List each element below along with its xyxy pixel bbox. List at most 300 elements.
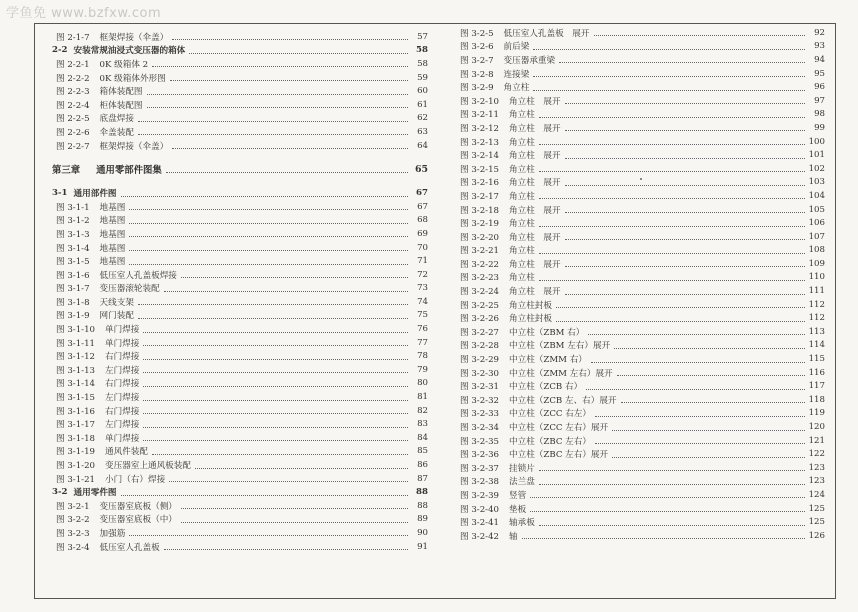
page-number: 58 <box>416 45 428 56</box>
toc-entry <box>456 366 825 380</box>
figure-number: 图 3-2-24 <box>460 287 500 298</box>
dot-leader <box>181 277 408 278</box>
figure-number: 图 3-1-11 <box>56 338 96 349</box>
figure-number: 图 3-1-10 <box>56 325 96 336</box>
entry-title: 网门装配 <box>99 311 134 322</box>
entry-title: 地基图 <box>99 243 126 254</box>
toc-entry <box>52 57 428 71</box>
figure-number: 图 3-1-12 <box>56 352 96 363</box>
entry-title: 角立柱 <box>509 191 535 202</box>
section-title: 通用零件图 <box>73 488 117 499</box>
dot-leader <box>143 427 408 428</box>
page-number: 106 <box>808 218 825 229</box>
toc-entry <box>52 268 428 282</box>
figure-number: 图 3-1-1 <box>56 202 90 213</box>
entry-title: 左门焊接 <box>105 393 140 404</box>
figure-number: 图 3-2-1 <box>56 501 90 512</box>
entry-title: 角立柱 展开 <box>509 123 561 134</box>
page-number: 60 <box>417 86 428 97</box>
figure-number: 图 3-1-3 <box>56 229 90 240</box>
page-number: 77 <box>417 337 428 348</box>
dot-leader <box>152 454 408 455</box>
dot-leader <box>530 497 804 498</box>
page-number: 87 <box>417 473 428 484</box>
dot-leader <box>143 413 408 414</box>
dot-leader <box>539 470 805 471</box>
page-number: 72 <box>417 269 428 280</box>
dot-leader <box>533 90 805 91</box>
entry-title: 低压室人孔盖板 展开 <box>503 28 590 39</box>
dot-leader <box>522 538 805 539</box>
page-number: 109 <box>808 258 825 269</box>
toc-entry <box>456 135 825 149</box>
dot-leader <box>556 321 805 322</box>
toc-entry <box>456 311 825 325</box>
figure-number: 图 3-1-14 <box>56 379 96 390</box>
dot-leader <box>612 457 804 458</box>
page-number: 91 <box>417 541 428 552</box>
page-number: 71 <box>417 256 428 267</box>
figure-number: 图 3-2-42 <box>460 531 500 542</box>
toc-entry <box>52 71 428 85</box>
figure-number: 图 3-1-21 <box>56 474 96 485</box>
page-number: 125 <box>808 503 825 514</box>
page-number: 97 <box>814 95 825 106</box>
dot-leader <box>181 508 408 509</box>
figure-number: 图 3-1-9 <box>56 311 90 322</box>
figure-number: 图 3-2-36 <box>460 450 500 461</box>
page-number: 65 <box>414 163 428 175</box>
entry-title: 地基图 <box>99 216 126 227</box>
toc-entry <box>456 407 825 421</box>
dot-leader <box>138 134 408 135</box>
toc-entry <box>52 336 428 350</box>
page-number: 104 <box>808 190 825 201</box>
toc-entry <box>52 98 428 112</box>
entry-title: 柜体装配图 <box>99 100 143 111</box>
dot-leader <box>539 525 805 526</box>
page-number: 75 <box>417 310 428 321</box>
dot-leader <box>147 107 408 108</box>
page-number: 61 <box>417 99 428 110</box>
page-number: 116 <box>808 367 825 378</box>
page-number: 70 <box>417 242 428 253</box>
toc-entry <box>52 540 428 554</box>
entry-title: 轴承板 <box>509 518 535 529</box>
toc-entry <box>52 254 428 268</box>
dot-leader <box>539 226 805 227</box>
figure-number: 图 3-2-22 <box>460 259 500 270</box>
dot-leader <box>195 468 408 469</box>
toc-entry <box>456 502 825 516</box>
entry-title: 0K 级箱体外形图 <box>99 73 166 84</box>
page-number: 88 <box>417 500 428 511</box>
figure-number: 图 3-1-6 <box>56 270 90 281</box>
dot-leader <box>617 375 805 376</box>
figure-number: 图 2-2-7 <box>56 141 90 152</box>
figure-number: 图 3-2-14 <box>460 151 500 162</box>
dot-leader <box>533 76 805 77</box>
figure-number: 图 3-2-30 <box>460 368 500 379</box>
figure-number: 图 3-2-34 <box>460 423 500 434</box>
entry-title: 底盘焊接 <box>99 114 134 125</box>
figure-number: 图 2-2-1 <box>56 59 90 70</box>
dot-leader <box>588 334 804 335</box>
entry-title: 变压器室底板（侧） <box>99 501 177 512</box>
page-number: 119 <box>808 408 825 419</box>
page-number: 122 <box>808 449 825 460</box>
figure-number: 图 3-1-7 <box>56 284 90 295</box>
toc-entry <box>52 295 428 309</box>
entry-title: 角立柱封板 <box>509 314 552 325</box>
page-number: 69 <box>417 228 428 239</box>
page-number: 78 <box>417 351 428 362</box>
toc-entry <box>456 148 825 162</box>
entry-title: 地基图 <box>99 202 126 213</box>
page-number: 112 <box>808 313 825 324</box>
entry-title: 连接梁 <box>503 69 530 80</box>
toc-entry <box>456 80 825 94</box>
toc-entry <box>456 271 825 285</box>
dot-leader <box>129 223 408 224</box>
figure-number: 图 3-2-25 <box>460 300 500 311</box>
page-number: 102 <box>808 163 825 174</box>
toc-entry <box>456 488 825 502</box>
dot-leader <box>129 209 408 210</box>
chapter-heading <box>52 161 428 177</box>
figure-number: 图 3-2-28 <box>460 341 500 352</box>
page-number: 67 <box>417 201 428 212</box>
entry-title: 右门焊接 <box>105 379 140 390</box>
toc-entry <box>52 241 428 255</box>
figure-number: 图 3-2-19 <box>460 219 500 230</box>
figure-number: 图 3-2-6 <box>460 42 494 53</box>
figure-number: 图 3-2-3 <box>56 528 90 539</box>
figure-number: 图 3-2-11 <box>460 110 500 121</box>
list-3-1 <box>52 200 428 485</box>
figure-number: 图 3-2-29 <box>460 355 500 366</box>
dot-leader <box>172 39 408 40</box>
entry-title: 角立柱 展开 <box>509 96 561 107</box>
toc-entry <box>52 349 428 363</box>
toc-entry <box>52 404 428 418</box>
page-number: 98 <box>814 109 825 120</box>
scan-speck <box>640 178 642 180</box>
dot-leader <box>539 171 805 172</box>
figure-number: 图 3-1-2 <box>56 216 90 227</box>
entry-title: 右门焊接 <box>105 406 140 417</box>
entry-title: 通风件装配 <box>105 447 148 458</box>
page-number: 92 <box>814 27 825 38</box>
dot-leader <box>121 495 408 496</box>
page-number: 73 <box>417 283 428 294</box>
figure-number: 图 3-2-23 <box>460 273 500 284</box>
page-number: 111 <box>808 286 825 297</box>
entry-title: 低压室人孔盖板 <box>99 542 160 553</box>
entry-title: 角立柱 展开 <box>509 287 561 298</box>
toc-entry <box>456 189 825 203</box>
page-number: 79 <box>417 364 428 375</box>
figure-number: 图 3-2-40 <box>460 504 500 515</box>
figure-number: 图 2-1-7 <box>56 32 90 43</box>
entry-title: 角立柱 <box>503 83 530 94</box>
page-number: 93 <box>814 41 825 52</box>
entry-title: 中立柱（ZCC 右左） <box>509 409 592 420</box>
page-number: 94 <box>814 54 825 65</box>
entry-title: 角立柱 展开 <box>509 178 561 189</box>
section-title: 安装常规油浸式变压器的箱体 <box>73 46 186 57</box>
entry-title: 变压器承重梁 <box>503 55 556 66</box>
entry-title: 加强筋 <box>99 528 126 539</box>
entry-title: 前后梁 <box>503 42 530 53</box>
entry-title: 变压器室底板（中） <box>99 515 177 526</box>
page-number: 86 <box>417 460 428 471</box>
page-number: 117 <box>808 381 825 392</box>
toc-entry <box>52 513 428 527</box>
page-number: 121 <box>808 435 825 446</box>
figure-number: 图 3-1-16 <box>56 406 96 417</box>
page-number: 124 <box>808 489 825 500</box>
dot-leader <box>539 117 805 118</box>
toc-entry <box>52 282 428 296</box>
toc-entry <box>52 112 428 126</box>
figure-number: 图 2-2-5 <box>56 114 90 125</box>
figure-number: 图 3-2-16 <box>460 178 500 189</box>
dot-leader <box>129 236 408 237</box>
figure-number: 图 3-2-18 <box>460 205 500 216</box>
page-number: 57 <box>417 31 428 42</box>
dot-leader <box>595 416 805 417</box>
dot-leader <box>614 348 804 349</box>
toc-entry <box>456 379 825 393</box>
dot-leader <box>539 253 805 254</box>
figure-number: 图 3-1-18 <box>56 433 96 444</box>
dot-leader <box>565 130 805 131</box>
figure-number: 图 2-2-3 <box>56 87 90 98</box>
dot-leader <box>164 549 408 550</box>
dot-leader <box>586 389 804 390</box>
dot-leader <box>147 94 408 95</box>
figure-number: 图 3-2-8 <box>460 69 494 80</box>
toc-entry <box>456 447 825 461</box>
toc-entry <box>52 417 428 431</box>
entry-title: 角立柱 展开 <box>509 205 561 216</box>
toc-entry <box>456 475 825 489</box>
entry-title: 角立柱 <box>509 246 535 257</box>
dot-leader <box>143 359 408 360</box>
toc-entry <box>456 434 825 448</box>
toc-entry <box>456 325 825 339</box>
entry-title: 单门焊接 <box>105 325 140 336</box>
dot-leader <box>166 172 408 173</box>
page-number: 126 <box>808 530 825 541</box>
entry-title: 天线支架 <box>99 297 134 308</box>
figure-number: 图 3-2-21 <box>460 246 500 257</box>
page-number: 107 <box>808 231 825 242</box>
figure-number: 图 3-1-15 <box>56 393 96 404</box>
entry-title: 中立柱（ZCC 左右）展开 <box>509 423 609 434</box>
toc-entry <box>52 390 428 404</box>
page-number: 103 <box>808 177 825 188</box>
dot-leader <box>129 250 408 251</box>
entry-title: 角立柱 展开 <box>509 232 561 243</box>
figure-number: 图 3-2-4 <box>56 542 90 553</box>
page-number: 81 <box>417 392 428 403</box>
entry-title: 伞盖装配 <box>99 127 134 138</box>
toc-entry <box>456 216 825 230</box>
page-number: 118 <box>808 394 825 405</box>
dot-leader <box>164 291 408 292</box>
page-number: 112 <box>808 299 825 310</box>
figure-number: 图 3-1-20 <box>56 461 96 472</box>
page-number: 110 <box>808 272 825 283</box>
dot-leader <box>565 185 805 186</box>
entry-title: 箱体装配图 <box>99 87 143 98</box>
entry-title: 角立柱 <box>509 137 535 148</box>
page-number: 83 <box>417 419 428 430</box>
toc-entry <box>52 458 428 472</box>
toc-entry <box>52 227 428 241</box>
toc-entry <box>456 53 825 67</box>
dot-leader <box>129 264 408 265</box>
toc-entry <box>456 298 825 312</box>
dot-leader <box>565 212 805 213</box>
dot-leader <box>530 511 804 512</box>
toc-entry <box>456 203 825 217</box>
toc-entry <box>456 26 825 40</box>
figure-number: 图 2-2-4 <box>56 100 90 111</box>
toc-entry <box>456 121 825 135</box>
entry-title: 右门焊接 <box>105 352 140 363</box>
section-heading-3-2 <box>52 485 428 499</box>
dot-leader <box>138 318 408 319</box>
entry-title: 变压器滚轮装配 <box>99 284 160 295</box>
toc-entry <box>456 230 825 244</box>
page-number: 80 <box>417 378 428 389</box>
dot-leader <box>181 522 408 523</box>
figure-number: 图 3-2-20 <box>460 232 500 243</box>
figure-number: 图 3-2-37 <box>460 463 500 474</box>
dot-leader <box>591 362 805 363</box>
section-number: 3-1 <box>52 188 68 199</box>
figure-number: 图 3-2-17 <box>460 191 500 202</box>
page-number: 115 <box>808 354 825 365</box>
page-number: 90 <box>417 527 428 538</box>
toc-entry <box>52 125 428 139</box>
figure-number: 图 3-1-13 <box>56 365 96 376</box>
dot-leader <box>539 484 805 485</box>
toc-entry <box>456 162 825 176</box>
toc-entry <box>456 339 825 353</box>
entry-title: 变压器室上通风板装配 <box>105 461 191 472</box>
page-number: 113 <box>808 326 825 337</box>
entry-title: 挂锁片 <box>509 463 535 474</box>
page-number: 59 <box>417 72 428 83</box>
entry-title: 中立柱（ZBC 左右）展开 <box>509 450 609 461</box>
figure-number: 图 3-2-38 <box>460 477 500 488</box>
toc-entry <box>456 257 825 271</box>
page-number: 82 <box>417 405 428 416</box>
dot-leader <box>138 304 408 305</box>
toc-entry <box>456 94 825 108</box>
page-number: 108 <box>808 245 825 256</box>
entry-title: 中立柱（ZMM 右） <box>509 355 587 366</box>
entry-title: 中立柱（ZMM 左右）展开 <box>509 368 613 379</box>
entry-title: 中立柱（ZBM 左右）展开 <box>509 341 611 352</box>
dot-leader <box>594 35 806 36</box>
page-number: 105 <box>808 204 825 215</box>
entry-title: 左门焊接 <box>105 365 140 376</box>
toc-entry <box>52 526 428 540</box>
entry-title: 中立柱（ZBM 右） <box>509 327 585 338</box>
section-number: 3-2 <box>52 487 68 498</box>
figure-number: 图 3-1-4 <box>56 243 90 254</box>
entry-title: 框架焊接（伞盖） <box>99 141 169 152</box>
dot-leader <box>189 53 408 54</box>
page-number: 67 <box>416 188 428 199</box>
page-number: 96 <box>814 82 825 93</box>
figure-number: 图 3-1-19 <box>56 447 96 458</box>
dot-leader <box>539 144 805 145</box>
list-2-2 <box>52 57 428 152</box>
toc-entry <box>52 431 428 445</box>
toc-entry <box>52 139 428 153</box>
page-number: 114 <box>808 340 825 351</box>
page-number: 123 <box>808 462 825 473</box>
figure-number: 图 3-2-7 <box>460 55 494 66</box>
figure-number: 图 3-2-27 <box>460 327 500 338</box>
dot-leader <box>143 345 408 346</box>
page-number: 58 <box>417 58 428 69</box>
toc-entry <box>52 363 428 377</box>
entry-title: 角立柱 展开 <box>509 259 561 270</box>
list-3-2-continued <box>456 26 825 543</box>
page-number: 99 <box>814 122 825 133</box>
entry-title: 小门（右）焊接 <box>105 474 166 485</box>
dot-leader <box>612 430 804 431</box>
dot-leader <box>169 481 408 482</box>
page-number: 85 <box>417 446 428 457</box>
figure-number: 图 3-2-39 <box>460 490 500 501</box>
entry-title: 地基图 <box>99 257 126 268</box>
entry-title: 中立柱（ZCB 左、右）展开 <box>509 395 617 406</box>
section-heading-2-2 <box>52 44 428 58</box>
figure-number: 图 3-2-32 <box>460 395 500 406</box>
figure-number: 图 3-1-5 <box>56 257 90 268</box>
dot-leader <box>539 280 805 281</box>
page-number: 88 <box>416 487 428 498</box>
chapter-number: 第三章 <box>52 165 81 177</box>
entry-title: 竖管 <box>509 490 527 501</box>
toc-entry <box>52 322 428 336</box>
dot-leader <box>143 400 408 401</box>
toc-entry <box>52 84 428 98</box>
dot-leader <box>170 80 408 81</box>
dot-leader <box>172 148 408 149</box>
figure-number: 图 3-2-33 <box>460 409 500 420</box>
toc-entry <box>456 420 825 434</box>
page-number: 62 <box>417 113 428 124</box>
page-number: 95 <box>814 68 825 79</box>
dot-leader <box>565 103 805 104</box>
entry-title: 垫板 <box>509 504 527 515</box>
page-number: 63 <box>417 126 428 137</box>
dot-leader <box>143 332 408 333</box>
toc-entry <box>52 200 428 214</box>
entry-title: 法兰盘 <box>509 477 535 488</box>
section-heading-3-1 <box>52 186 428 200</box>
page-number: 84 <box>417 432 428 443</box>
